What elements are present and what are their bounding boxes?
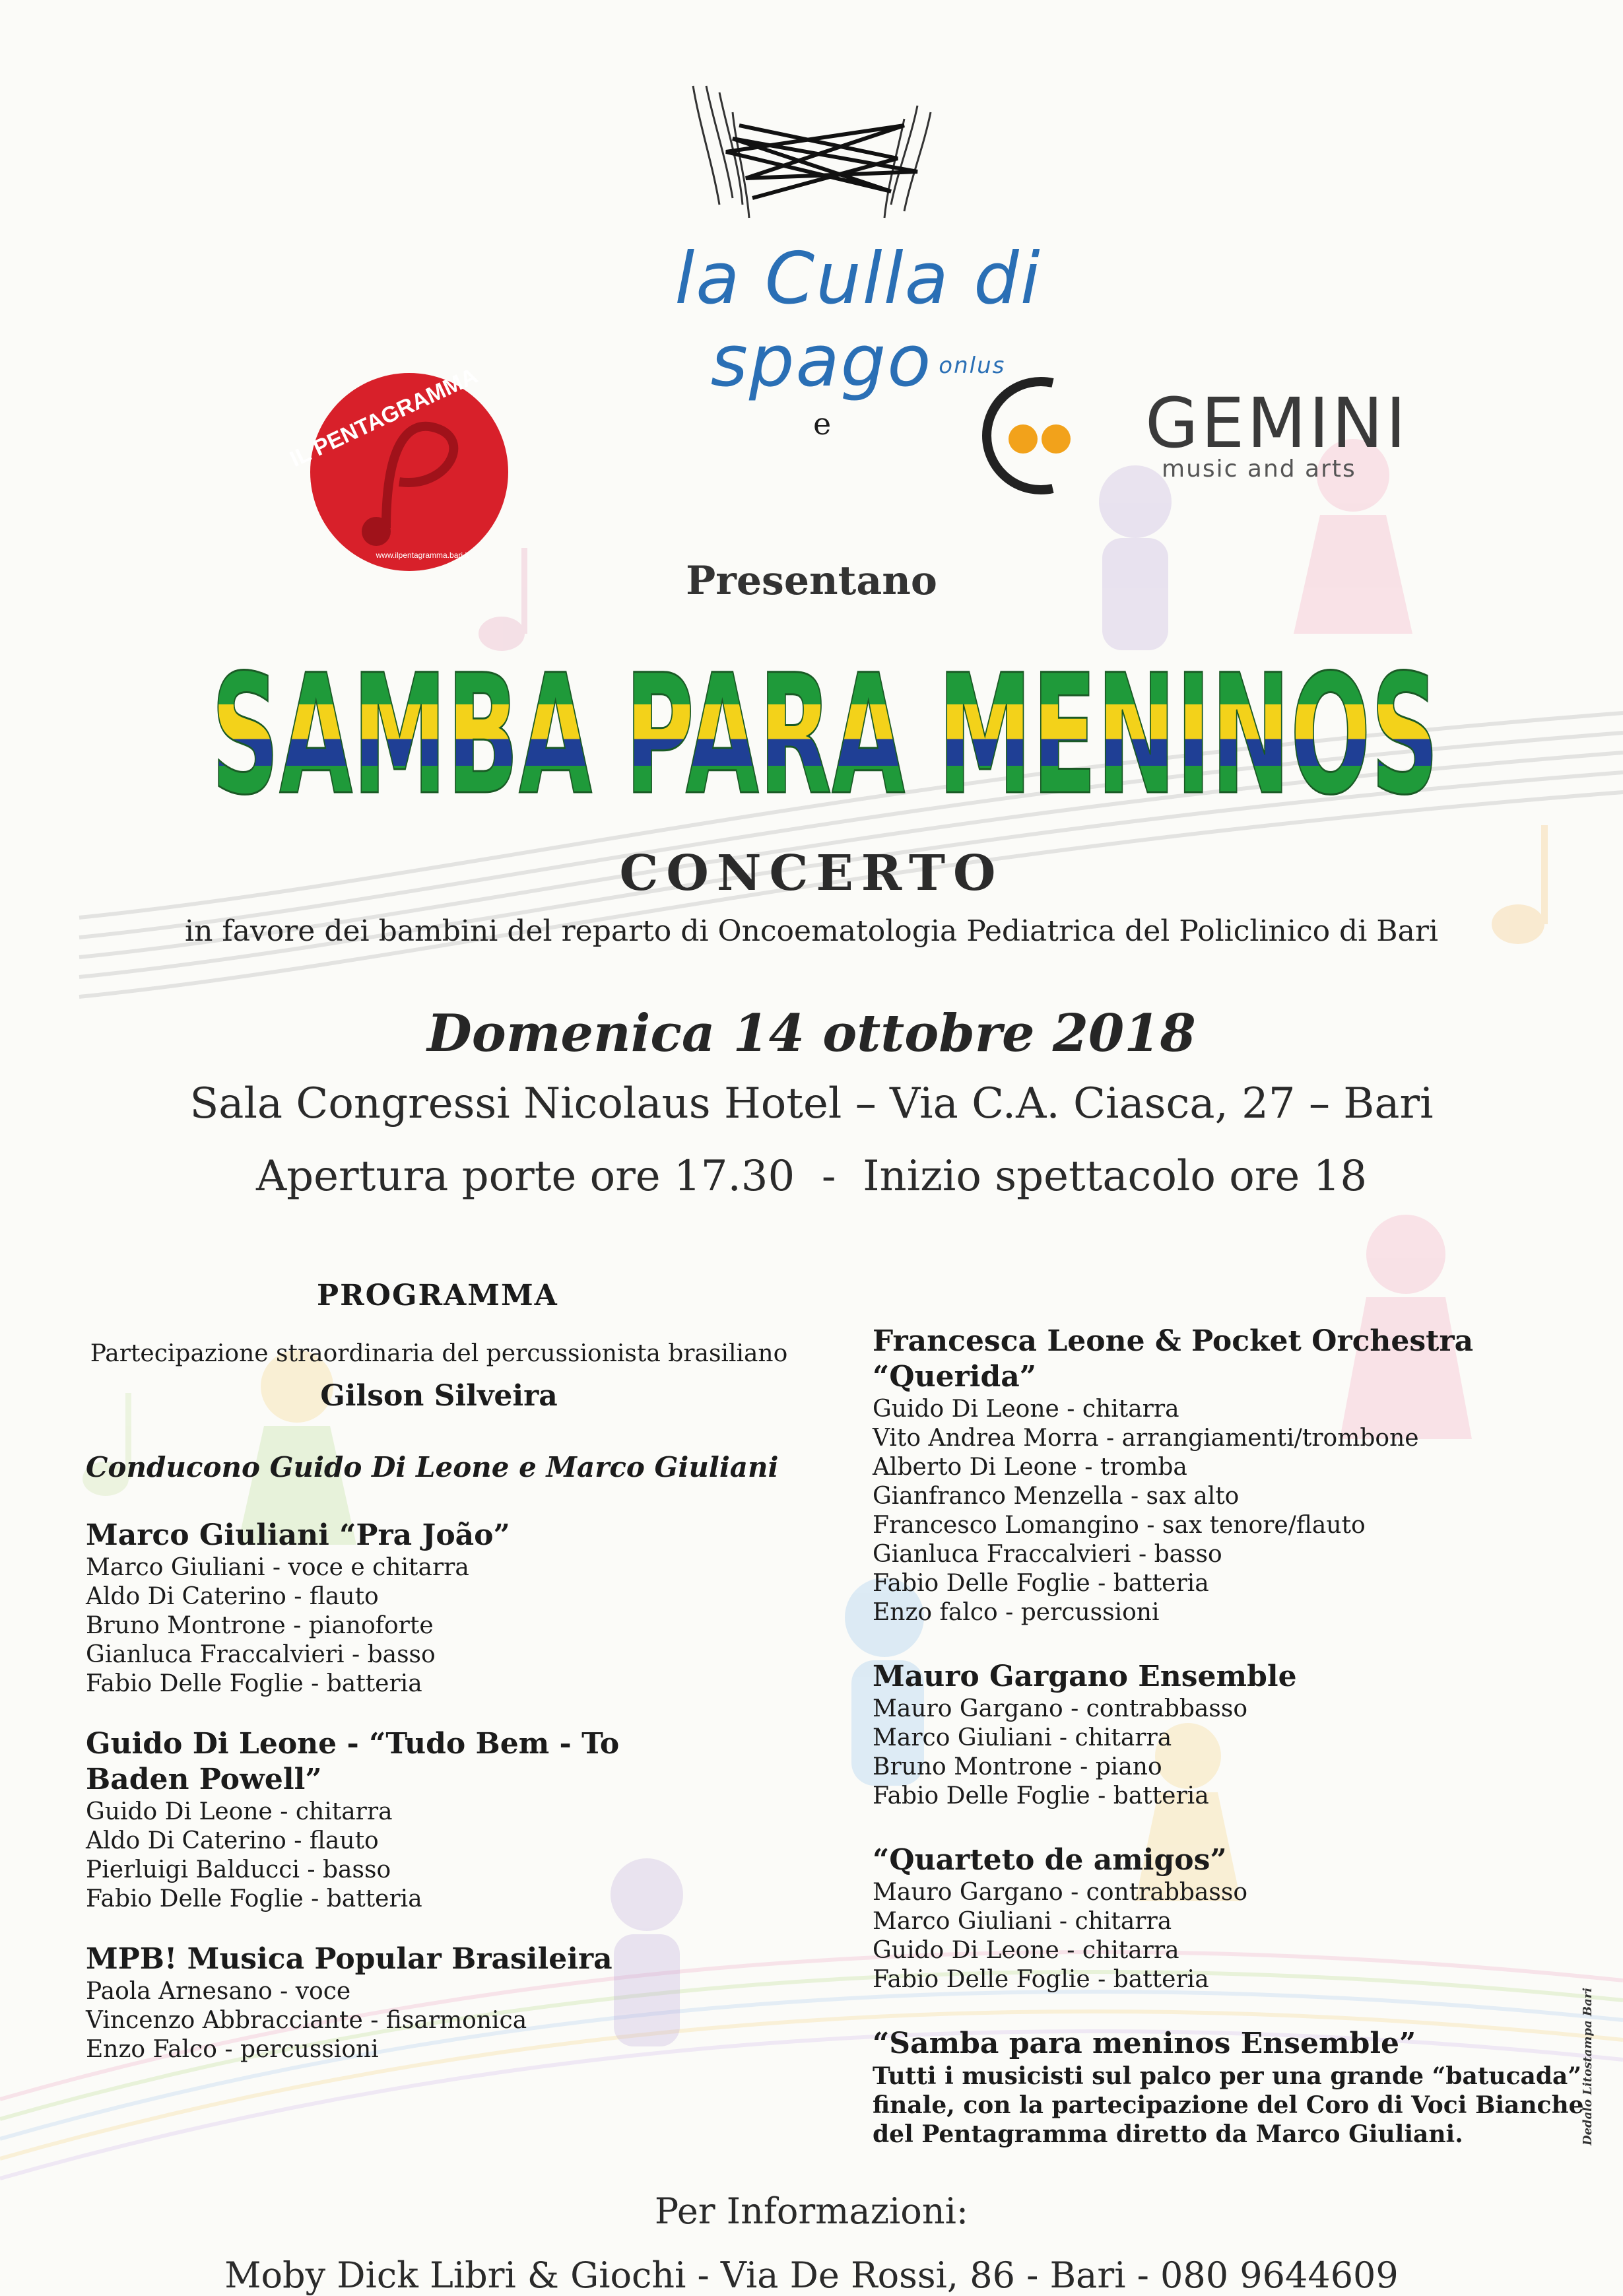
group-member: Gianluca Fraccalvieri - basso [86,1641,436,1668]
group-member: Marco Giuliani - chitarra [873,1908,1172,1935]
group-member: Aldo Di Caterino - flauto [86,1583,379,1610]
gemini-name: GEMINI [1145,383,1409,463]
finale-description: Tutti i musicisti sul palco per una grande “batucada” finale, con la partecipazione del Coro di Voci Bianche del Pentagramma diretto da Marco Giuliani. [873,2062,1584,2148]
programma-heading: PROGRAMMA [317,1279,558,1312]
pentagramma-url: www.ilpentagramma.bari.it [376,551,469,560]
event-title-text: SAMBA PARA MENINOS [211,639,1439,831]
contact-info: Moby Dick Libri & Giochi - Via De Rossi, 86 - Bari - 080 9644609 [224,2254,1399,2296]
hosts-text: Conducono Guido Di Leone e Marco Giuliani [86,1451,779,1483]
group-member: Gianluca Fraccalvieri - basso [873,1541,1222,1568]
group-member: Mauro Gargano - contrabbasso [873,1695,1248,1722]
guest-intro: Partecipazione straordinaria del percussionista brasiliano [90,1340,788,1367]
group-member: Fabio Delle Foglie - batteria [873,1570,1209,1597]
group-member: Guido Di Leone - chitarra [86,1798,393,1825]
group-member: Guido Di Leone - chitarra [873,1937,1179,1964]
group-member: Fabio Delle Foglie - batteria [873,1782,1209,1809]
finale-title: “Samba para meninos Ensemble” [873,2027,1416,2060]
group-member: Marco Giuliani - chitarra [873,1724,1172,1751]
program-group [873,1324,1608,1627]
hands-string-logo [667,73,957,238]
program-group [86,1726,812,1914]
group-member: Aldo Di Caterino - flauto [86,1827,379,1854]
group-member: Vincenzo Abbracciante - fisarmonica [86,2007,527,2034]
pentagramma-logo-text: IL PENTAGRAMMA [286,363,482,472]
program-group [86,1518,812,1699]
group-member: Bruno Montrone - pianoforte [86,1612,434,1639]
purpose-text: in favore dei bambini del reparto di Oncoematologia Pediatrica del Policlinico di Bari [185,914,1438,948]
finale-group [873,2026,1608,2149]
conjunction-text: e [813,406,832,442]
event-date: Domenica 14 ottobre 2018 [427,1003,1196,1064]
guest-name: Gilson Silveira [320,1379,558,1413]
group-member: Paola Arnesano - voce [86,1978,351,2005]
gemini-tagline: music and arts [1162,456,1356,483]
group-title: Francesca Leone & Pocket Orchestra “Querida” [873,1324,1474,1394]
group-title: Guido Di Leone - “Tudo Bem - To Baden Powell” [86,1727,620,1796]
group-title: Marco Giuliani “Pra João” [86,1518,510,1552]
program-left-column [86,1340,812,2064]
pentagramma-logo [286,363,512,574]
group-member: Fabio Delle Foglie - batteria [86,1885,422,1912]
program-group [86,1941,812,2064]
group-member: Enzo falco - percussioni [873,1599,1160,1626]
group-member: Pierluigi Balducci - basso [86,1856,391,1883]
group-member: Vito Andrea Morra - arrangiamenti/trombone [873,1425,1419,1452]
group-member: Fabio Delle Foglie - batteria [873,1966,1209,1993]
program-right-column [873,1324,1608,2149]
group-title: “Quarteto de amigos” [873,1843,1227,1877]
program-group [873,1659,1608,1811]
presentano-text: Presentano [686,558,937,604]
info-label: Per Informazioni: [654,2190,969,2232]
group-member: Enzo Falco - percussioni [86,2036,379,2063]
group-member: Gianfranco Menzella - sax alto [873,1483,1240,1510]
event-title [205,617,1445,831]
group-member: Guido Di Leone - chitarra [873,1396,1179,1423]
program-group [873,1842,1608,1994]
group-member: Alberto Di Leone - tromba [873,1454,1187,1481]
gemini-logo [974,373,1099,498]
event-hours: Apertura porte ore 17.30 - Inizio spettacolo ore 18 [255,1152,1368,1201]
group-member: Fabio Delle Foglie - batteria [86,1670,422,1697]
concerto-label: CONCERTO [619,845,1004,902]
brand-suffix: onlus [939,353,1006,380]
group-member: Marco Giuliani - voce e chitarra [86,1554,469,1581]
group-title: Mauro Gargano Ensemble [873,1660,1297,1693]
group-title: MPB! Musica Popular Brasileira [86,1942,613,1976]
printer-credit: Dedalo Litostampa Bari [1581,1987,1595,2145]
group-member: Bruno Montrone - piano [873,1753,1162,1780]
brand-name: la Culla di spago [675,238,1042,403]
group-member: Francesco Lomangino - sax tenore/flauto [873,1512,1366,1539]
group-member: Mauro Gargano - contrabbasso [873,1879,1248,1906]
event-venue: Sala Congressi Nicolaus Hotel – Via C.A. Ciasca, 27 – Bari [189,1079,1434,1128]
